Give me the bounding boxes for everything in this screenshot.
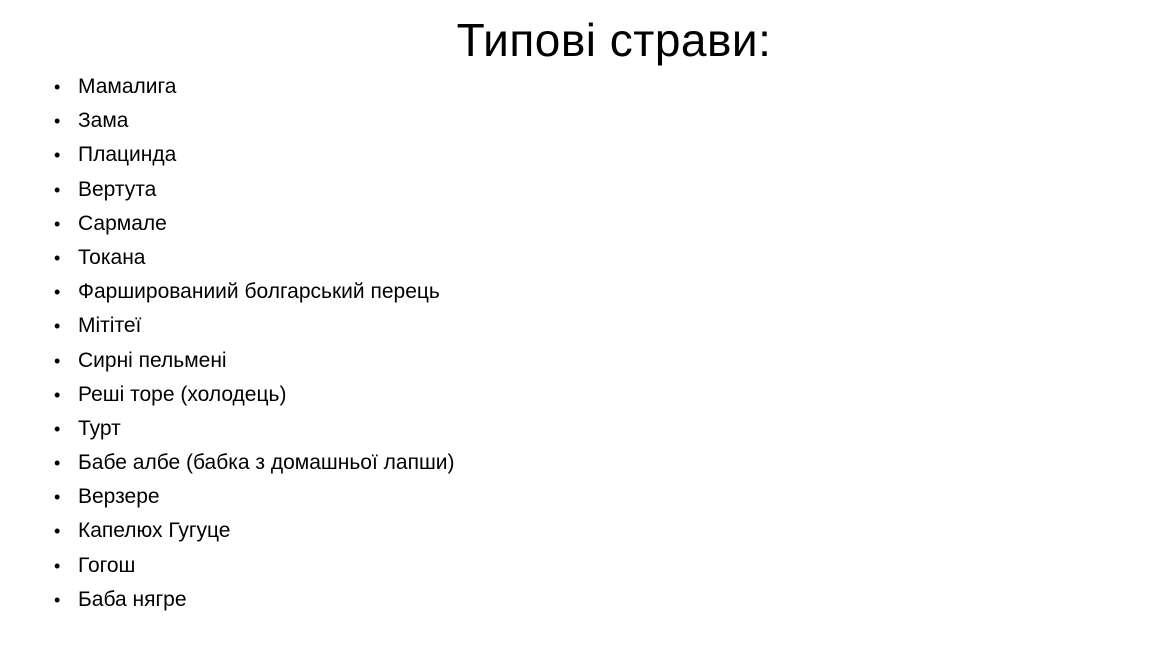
bullet-icon: • [54, 77, 61, 97]
bullet-icon: • [54, 384, 61, 405]
list-item-label: Верзере [78, 485, 160, 509]
list-item-label: Капелюх Гугуце [78, 519, 231, 543]
bullet-icon: • [54, 418, 61, 439]
bullet-icon: • [54, 487, 61, 508]
list-item-label: Мітітеї [78, 314, 142, 338]
bullet-icon: • [54, 350, 61, 371]
list-item-label: Плацинда [78, 143, 177, 167]
bullet-icon: • [54, 145, 61, 166]
bullet-icon: • [54, 555, 61, 576]
list-item-label: Баба нягре [78, 587, 187, 611]
list-item-label: Сармале [78, 211, 167, 235]
list-item-label: Сирні пельмені [78, 348, 227, 372]
bullet-icon: • [54, 213, 61, 234]
bullet-icon: • [54, 453, 61, 474]
bullet-icon: • [54, 111, 61, 132]
list-item-label: Зама [78, 109, 129, 133]
list-item-label: Бабе албе (бабка з домашньої лапши) [78, 451, 455, 475]
list-item-label: Реші торе (холодець) [78, 382, 287, 406]
slide-title: Типові страви: [456, 14, 772, 66]
list-item-label: Вертута [78, 177, 157, 201]
list-item-label: Токана [78, 245, 146, 269]
list-item-label: Фаршированиий болгарський перець [78, 280, 440, 304]
bullet-icon: • [54, 282, 61, 303]
list-item-label: Гогош [78, 553, 136, 577]
list-item-label: Турт [78, 416, 121, 440]
bullet-icon: • [54, 521, 61, 542]
bullet-icon: • [54, 316, 61, 337]
bullet-icon: • [54, 179, 61, 200]
bullet-icon: • [54, 589, 61, 610]
bullet-icon: • [54, 247, 61, 268]
list-item-label: Мамалига [78, 75, 177, 98]
